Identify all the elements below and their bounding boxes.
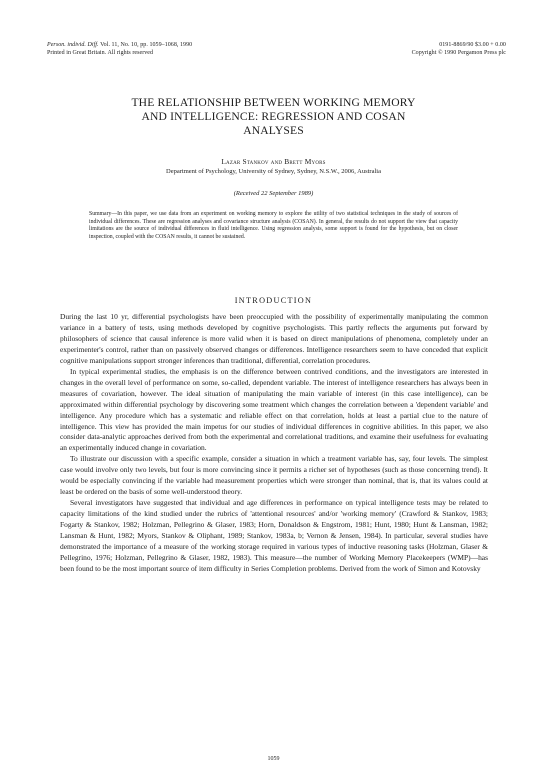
paragraph: During the last 10 yr, differential psychologists have been preoccupied with the possibility of experimentally manipulating the common variance in a battery of tests, using methods developed by cognitive psychologists. This partly reflects the arguments put forward by philosophers of science that causal inference is more valid when it is based on direct manipulations of phenomena, completely under an experimenter's control, rather than on passively observed changes or differences. Intelligence researchers seem to have conceded that explicit cognitive manipulations support stronger inferences than traditional, differential, correlation procedures.	[60, 312, 488, 365]
journal-citation	[47, 41, 192, 49]
running-header-left	[47, 41, 192, 57]
journal-name: Person. individ. Diff.	[47, 42, 99, 48]
title-line-3: ANALYSES	[243, 124, 304, 137]
article-title	[70, 96, 477, 138]
price-code: 0191-8869/90 $3.00 + 0.00	[439, 42, 506, 48]
section-heading: INTRODUCTION	[234, 296, 313, 305]
paragraph: To illustrate our discussion with a specific example, consider a situation in which a treatment variable has, say, four levels. The simplest case would involve only two levels, but four is more convincing since it permits a richer set of hypotheses (such as those concerning trend). It would be especially convincing if the variable had measurement properties which were stronger than nominal, that is, that its values could at least be ordered on the basis of some well-understood theory.	[60, 454, 488, 497]
journal-volume: Vol. 11, No. 10, pp. 1059–1068, 1990	[100, 42, 193, 48]
body-text	[60, 312, 488, 575]
received-date: (Received 22 September 1989)	[233, 190, 314, 197]
author-list: Lazar Stankov and Brett Myors	[221, 157, 326, 166]
printed-note: Printed in Great Britain. All rights reserved	[47, 50, 154, 56]
summary-abstract: Summary—In this paper, we use data from an experiment on working memory to explore the utility of two statistical techniques in the study of sources of individual differences. These are regression analyses and covariance structure analysis (COSAN). In general, the results do not support the view that capacity limitations are the source of individual differences in fluid intelligence. Using regression analysis, some support is found for the hypothesis, but on closer inspection, coupled with the COSAN results, it cannot be sustained.	[89, 211, 458, 240]
title-line-2: AND INTELLIGENCE: REGRESSION AND COSAN	[141, 110, 406, 123]
author-affiliation: Department of Psychology, University of Sydney, Sydney, N.S.W., 2006, Australia	[166, 168, 381, 175]
title-line-1: THE RELATIONSHIP BETWEEN WORKING MEMORY	[131, 96, 416, 109]
running-header-right	[412, 41, 506, 57]
paragraph: Several investigators have suggested that individual and age differences in performance on typical intelligence tests may be related to capacity limitations of the kind studied under the rubrics of 'attentional resources' and/or 'working memory' (Crawford & Stankov, 1983; Fogarty & Stankov, 1982; Holzman, Pellegrino & Glaser, 1983; Horn, Donaldson & Engstrom, 1981; Hunt, 1980; Hunt & Lansman, 1982; Lansman & Hunt, 1982; Myors, Stankov & Oliphant, 1989; Stankov, 1983a, b; Vernon & Jensen, 1984). In particular, several studies have demonstrated the importance of a measure of the working storage required in various types of inductive reasoning tasks (Holzman, Glaser & Pellegrino, 1976; Holzman, Pellegrino & Glaser, 1982, 1983). This measure—the number of Working Memory Placekeepers (WMP)—has been found to be the most important source of item difficulty in Series Completion problems. Derived from the work of Simon and Kotovsky	[60, 498, 488, 573]
page-number: 1059	[267, 756, 280, 762]
paragraph: In typical experimental studies, the emphasis is on the difference between contrived conditions, and the investigators are interested in changes in the overall level of performance on some, so-called, dependent variable. The interest of intelligence researchers has always been in measures of covariation, however. The ideal situation of manipulating the main variable of interest (in this case intelligence), can be approximated within differential psychology by discovering some treatment which changes the correlation between a 'dependent variable' and intelligence. Any procedure which has a systematic and reliable effect on that correlation, holds at least a partial clue to the nature of intelligence. This view has provided the main impetus for our studies of individual differences in cognitive abilities. In this paper, we also consider data-analytic approaches derived from both the experimental and correlational traditions, and examine their usefulness for evaluating an experimentally induced change in covariation.	[60, 366, 488, 453]
copyright-note: Copyright © 1990 Pergamon Press plc	[411, 50, 506, 56]
